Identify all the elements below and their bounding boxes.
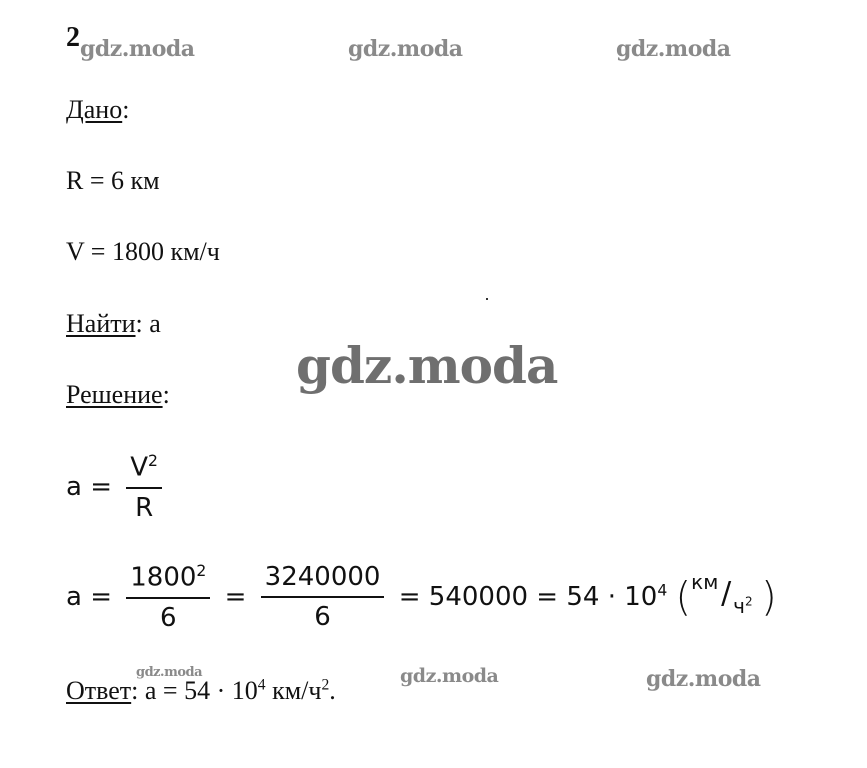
watermark-top-right: gdz.moda bbox=[616, 36, 731, 62]
calc-fraction-1-numerator: 1800$^2$ bbox=[126, 562, 210, 599]
calc-lhs: a = bbox=[66, 581, 112, 612]
formula-fraction bbox=[126, 452, 162, 523]
calc-fraction-1-denominator: 6 bbox=[160, 602, 177, 633]
calc-equals-1: = bbox=[224, 581, 247, 612]
given-heading bbox=[66, 95, 129, 125]
given-colon: : bbox=[122, 95, 130, 124]
answer-label: Ответ bbox=[66, 676, 132, 705]
calculation-line bbox=[66, 562, 777, 633]
calc-fraction-2-denominator: 6 bbox=[314, 602, 331, 633]
watermark-bottom-center: gdz.moda bbox=[400, 665, 499, 687]
calc-paren-open: ( bbox=[675, 574, 692, 621]
calc-unit: км / $ч^2$ bbox=[691, 570, 753, 619]
watermark-bottom-right: gdz.moda bbox=[646, 666, 761, 692]
watermark-top-center: gdz.moda bbox=[348, 36, 463, 62]
find-label: Найти bbox=[66, 309, 136, 338]
answer-value: : $a = 54 \cdot 10^4$ $км/ч^2$. bbox=[131, 676, 336, 705]
watermark-top-left: gdz.moda bbox=[80, 36, 195, 62]
given-velocity: V = 1800 км/ч bbox=[66, 237, 220, 266]
solution-label: Решение bbox=[66, 380, 163, 409]
stray-dot bbox=[486, 298, 488, 300]
formula-denominator: R bbox=[135, 492, 154, 523]
formula-numerator: $V^2$ bbox=[126, 452, 162, 489]
find-line bbox=[66, 309, 161, 339]
formula-line bbox=[66, 452, 168, 523]
calc-fraction-2 bbox=[261, 562, 385, 632]
formula-lhs: a = bbox=[66, 471, 112, 502]
calc-fraction-1 bbox=[126, 562, 210, 633]
watermark-bottom-tiny: gdz.moda bbox=[136, 665, 203, 680]
calc-paren-close: ) bbox=[761, 574, 777, 621]
solution-colon: : bbox=[162, 380, 170, 409]
answer-line bbox=[66, 676, 336, 706]
given-label: Дано bbox=[66, 95, 123, 124]
calc-fraction-2-numerator: 3240000 bbox=[261, 562, 385, 598]
solution-heading bbox=[66, 380, 170, 410]
watermark-center-large: gdz.moda bbox=[296, 336, 558, 395]
problem-number: 2 bbox=[66, 22, 80, 53]
given-radius: R = 6 км bbox=[66, 166, 160, 195]
find-rest: : a bbox=[135, 309, 161, 338]
calc-result: = $540000 = 54 \cdot 10^4$ bbox=[398, 581, 668, 612]
